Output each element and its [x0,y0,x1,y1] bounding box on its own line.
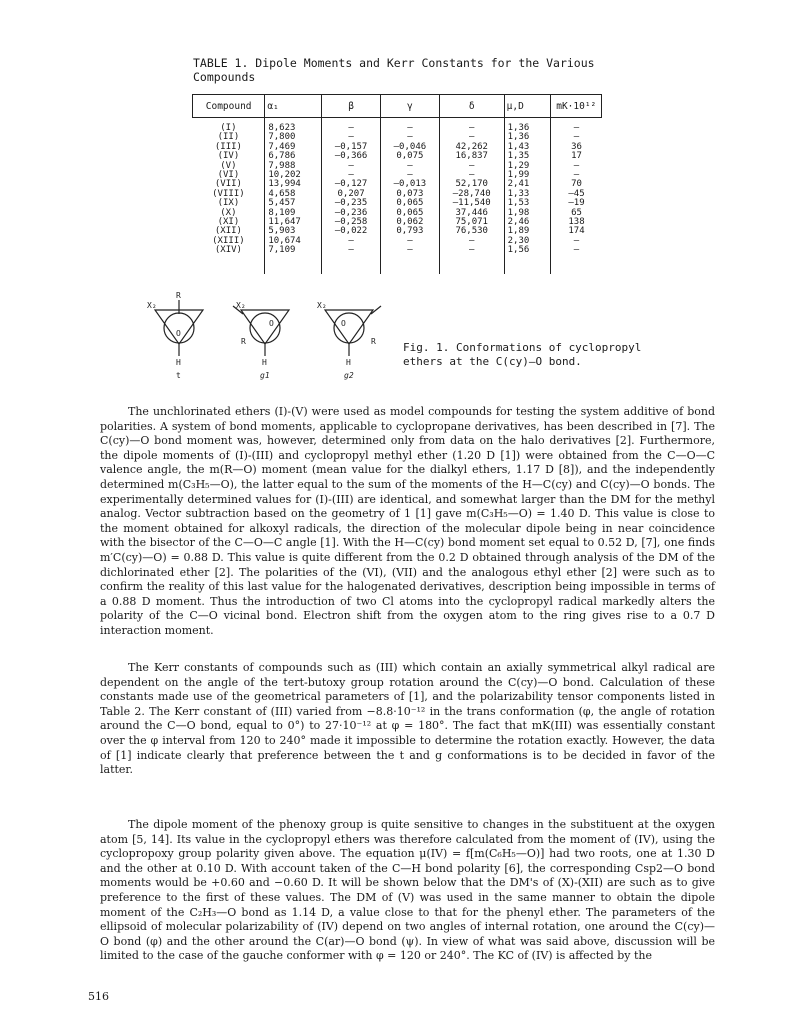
figure-caption [403,341,653,369]
column-gamma [380,118,439,275]
header-delta: δ [439,95,504,118]
label-x2-g1: X₂ [236,301,246,310]
table-cell: —0,236 [334,207,368,218]
ring-t [164,313,194,343]
table-cell: 13,994 [268,179,301,190]
table-cell: — [348,170,354,181]
triangle-g1 [241,310,289,344]
table-cell: 76,530 [455,226,488,237]
table-cell: (IV) [217,151,240,162]
table-cell: — [407,245,413,256]
table-cell: 5,457 [268,198,296,209]
table-cell: — [348,123,354,133]
header-dipole-moment: μ,D [504,95,551,118]
table-cell: (III) [214,141,242,152]
table-body-row [193,118,602,275]
paragraph-bond-moments: The unchlorinated ethers (I)-(V) were used as model compounds for testing the system additive of bond polarities. A system of bond moments, applicable to cyclopropane derivatives, has been described in [7]. The C(cy)—O bond moment was, however, determined only from data on the halo derivatives [2]. Furthermore, the dipole moments of (I)-(III) and cyclopropyl methyl ether (1.20 D [1]) were obtained from the C—O—C valence angle, the m(R—O) moment (mean value for the dialkyl ethers, 1.17 D [8]), and the independently determined m(C₃H₅—O), the latter equal to the sum of the moments of the H—C(cy) and C(cy)—O bonds. The experimentally determined values for (I)-(III) are identical, and somewhat larger than the DM for the methyl analog. Vector subtraction based on the geometry of 1 [1] gave m(C₃H₅—O) = 1.40 D. This value is close to the moment obtained for alkoxyl radicals, the direction of the molecular dipole being in near coincidence with the bisector of the C—O—C angle [1]. With the H—C(cy) bond moment set equal to 0.52 D, [7], one finds m′C(cy)—O) = 0.88 D. This value is quite different from the 0.2 D obtained through analysis of the DM of the dichlorinated ether [2]. The polarities of the (VI), (VII) and the analogous ethyl ether [2] were such as to confirm the reality of this last value for the halogenated derivatives, description being impossible in terms of a 0.88 D moment. Thus the introduction of two Cl atoms into the cyclopropyl radical markedly alters the polarity of the C—O vicinal bond. Electron shift from the oxygen atom to the ring gives rise to a 0.7 D interaction moment. [100,405,715,637]
label-o-t: O [176,329,181,338]
table-cell: 8,623 [268,123,296,133]
label-t: t [176,371,181,380]
table-cell: — [573,160,580,171]
label-r-g1: R [241,337,246,346]
table-cell: 7,109 [268,245,296,256]
label-r-g2: R [371,337,376,346]
column-dipole-moment [504,118,551,275]
paragraph-kerr-constants: The Kerr constants of compounds such as (III) which contain an axially symmetrical alkyl radical are dependent on the angle of the tert-butoxy group rotation around the C(cy)—O bond. Calculation of these constants made use of the geometrical parameters of [1], and the polarizability tensor components listed in Table 2. The Kerr constant of (III) varied from −8.8·10⁻¹² in the trans conformation (φ, the angle of rotation around the C—O bond, equal to 0°) to 27·10⁻¹² at φ = 180°. The fact that mK(III) was essentially constant over the φ interval from 120 to 240° made it impossible to determine the rotation exactly. However, the data of [1] indicate clearly that preference between the t and g conformations is to be decided in favor of the latter. [100,661,715,777]
triangle-g2 [325,310,373,344]
triangle-t [155,310,203,344]
table-cell: 2,41 [507,179,530,190]
page-number: 516 [88,990,109,1003]
table-cell: 37,446 [455,207,488,218]
table-cell: 4,658 [268,188,296,199]
table-cell: 7,800 [268,132,296,143]
table-cell: 1,29 [507,160,530,171]
header-alpha: α₁ [265,95,322,118]
table-cell: 1,36 [507,132,530,143]
column-compound [193,118,265,275]
table-cell: 1,53 [507,198,530,209]
column-beta [322,118,381,275]
table-cell: — [573,170,580,181]
conformation-figure [145,292,405,384]
table-cell: 6,786 [268,151,296,162]
table-cell: 75,071 [455,217,488,228]
table-cell: 1,56 [507,245,530,256]
ring-g2 [334,313,364,343]
table-cell: —45 [568,188,585,199]
table-cell: (I) [220,123,237,133]
table-cell: — [407,235,413,246]
table-cell: 52,170 [455,179,488,190]
table-cell: — [348,245,354,256]
table-cell: 0,793 [396,226,424,237]
table-cell: — [407,123,413,133]
table-cell: (V) [220,160,237,171]
header-kerr-constant: mK·10¹² [551,95,602,118]
table-cell: 1,89 [507,226,530,237]
table-cell: — [407,170,413,181]
table-cell: —0,258 [334,217,368,228]
table-cell: — [573,245,580,256]
table-cell: — [348,160,354,171]
table-cell: 2,30 [507,235,530,246]
table-cell: 5,903 [268,226,296,237]
table-header-row [193,95,602,118]
table-cell: (XII) [214,226,242,237]
table-cell: 65 [571,207,582,218]
table-caption [193,56,613,84]
table-cell: — [573,235,580,246]
table-cell: (XI) [217,217,240,228]
table-cell: 42,262 [455,141,488,152]
table-cell: 8,109 [268,207,296,218]
table-cell: — [469,132,475,143]
table-cell: (IX) [217,198,240,209]
table-cell: 11,647 [268,217,301,228]
table-cell: 0,062 [396,217,424,228]
table-cell: — [407,160,413,171]
table-cell: —0,366 [334,151,368,162]
table-cell: — [469,160,475,171]
table-cell: (VIII) [212,188,245,199]
label-g1: g1 [260,371,270,380]
table-cell: 1,99 [507,170,530,181]
table-cell: — [348,235,354,246]
table-cell: 1,35 [507,151,530,162]
column-kerr-constant [551,118,602,275]
label-h-g2: H [346,358,351,367]
column-alpha [265,118,322,275]
table-cell: 7,469 [268,141,296,152]
table-cell: 138 [568,217,585,228]
label-x2-t: X₂ [147,301,157,310]
label-h-t: H [176,358,181,367]
table-cell: 36 [571,141,582,152]
table-cell: 0,207 [337,188,365,199]
table-cell: 0,075 [396,151,424,162]
table-cell: 1,98 [507,207,530,218]
table-cell: — [469,245,475,256]
ring-g1 [250,313,280,343]
table-cell: —28,740 [452,188,491,199]
header-gamma: γ [380,95,439,118]
column-delta [439,118,504,275]
table-cell: (XIII) [212,235,245,246]
table-cell: 0,065 [396,198,424,209]
table-cell: 17 [571,151,582,162]
table-cell: —0,022 [334,226,368,237]
label-g2: g2 [344,371,354,380]
table-cell: —11,540 [452,198,491,209]
table-cell: —0,127 [334,179,368,190]
table-cell: (II) [217,132,240,143]
table-cell: —0,235 [334,198,368,209]
table-caption-line-2: Compounds [193,70,256,84]
table-cell: 10,674 [268,235,301,246]
figure-caption-line-1: Fig. 1. Conformations of cyclopropyl [403,341,642,354]
table-cell: — [407,132,413,143]
table-cell: —0,157 [334,141,368,152]
table-cell: — [469,170,475,181]
table-cell: 7,988 [268,160,296,171]
table-cell: 70 [571,179,582,190]
label-x2-g2: X₂ [317,301,327,310]
header-beta: β [322,95,381,118]
label-o-g1: O [269,319,274,328]
table-cell: 174 [568,226,585,237]
table-cell: —0,013 [393,179,427,190]
dipole-kerr-table [192,94,602,274]
table-cell: 0,065 [396,207,424,218]
paragraph-phenoxy-dipole: The dipole moment of the phenoxy group is quite sensitive to changes in the substituent at the oxygen atom [5, 14]. Its value in the cyclopropyl ethers was therefore calculated from the moment of (IV), using the cyclopropoxy group polarity given above. The equation μ(IV) = f[m(C₆H₅—O)] had two roots, one at 1.30 D and the other at 0.10 D. With account taken of the C—H bond polarity [6], the corresponding Csp2—O bond moments would be +0.60 and −0.60 D. It will be shown below that the DM's of (X)-(XII) are such as to give preference to the first of these values. The DM of (V) was used in the same manner to obtain the dipole moment of the C₂H₃—O bond as 1.14 D, a value close to that for the phenyl ether. The parameters of the ellipsoid of molecular polarizability of (IV) depend on two angles of internal rotation, one around the C(cy)—O bond (φ) and the other around the C(ar)—O bond (ψ). In view of what was said above, discussion will be limited to the case of the gauche conformer with φ = 120 or 240°. The KC of (IV) is affected by the [100,818,715,963]
header-compound: Compound [193,95,265,118]
label-h-g1: H [262,358,267,367]
table-cell: — [348,132,354,143]
table-cell: 2,46 [507,217,530,228]
table-cell: 16,837 [455,151,488,162]
table-cell: (VII) [214,179,242,190]
table-cell: —0,046 [393,141,427,152]
table-cell: 0,073 [396,188,424,199]
table-cell: 10,202 [268,170,301,181]
table-cell: —19 [568,198,585,209]
table-cell: 1,33 [507,188,530,199]
table-cell: — [469,235,475,246]
table-cell: — [469,123,475,133]
table-cell: 1,43 [507,141,530,152]
label-o-g2: O [341,319,346,328]
table-cell: 1,36 [507,123,530,133]
table-cell: — [573,123,580,133]
table-cell: (VI) [217,170,240,181]
table-cell: — [573,132,580,143]
figure-caption-line-2: ethers at the C(cy)—O bond. [403,355,582,368]
table-cell: (XIV) [214,245,242,256]
table-caption-line-1: TABLE 1. Dipole Moments and Kerr Constants for the Various [193,56,595,70]
table-cell: (X) [220,207,237,218]
label-r-t: R [176,292,181,300]
